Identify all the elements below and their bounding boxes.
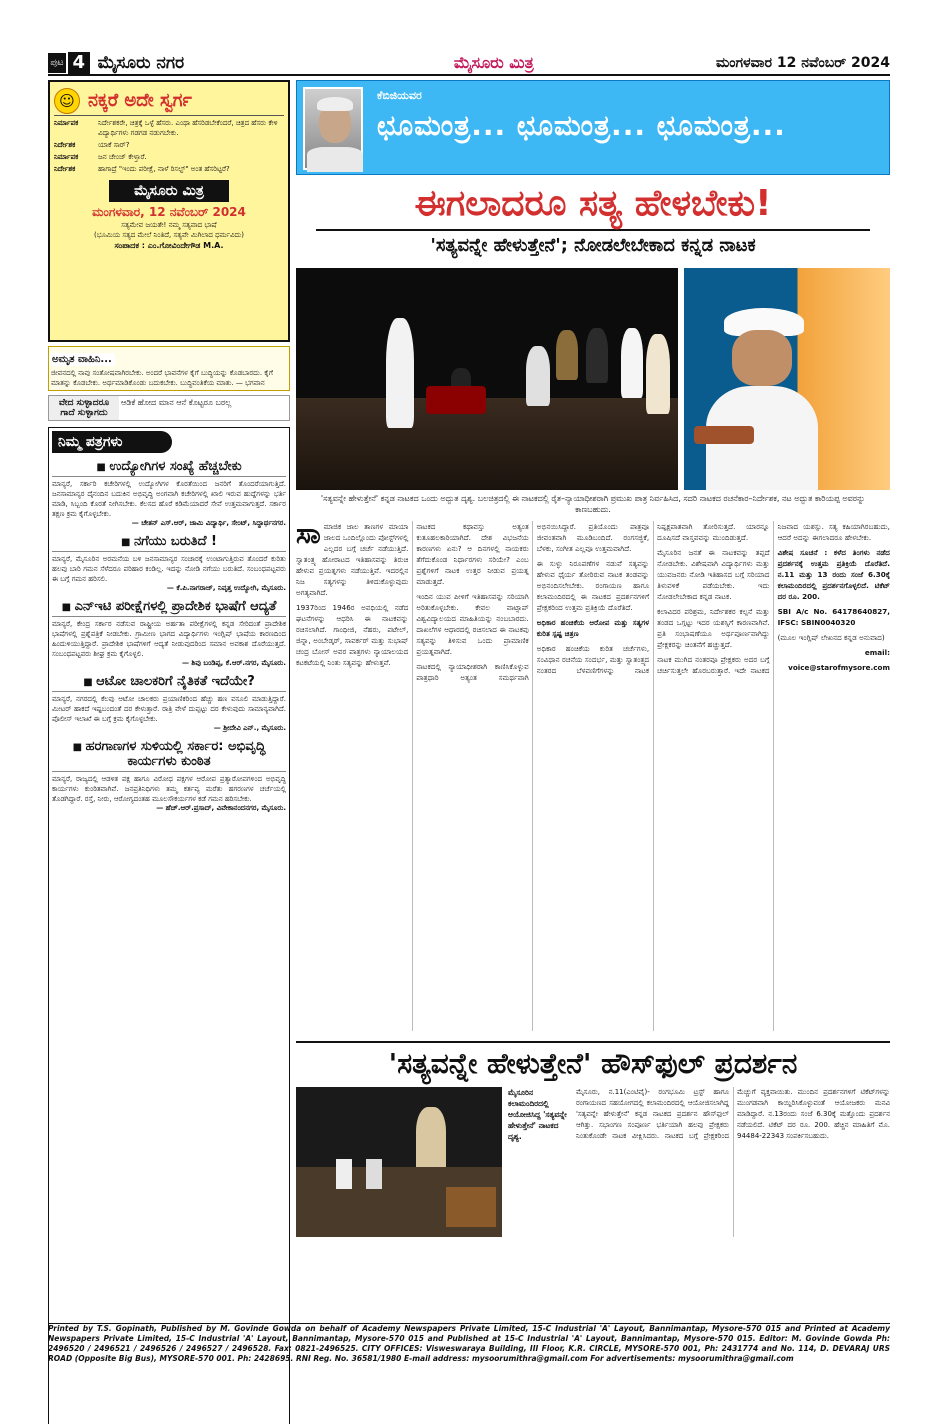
nakkare-title: ನಕ್ಕರೆ ಅದೇ ಸ್ವರ್ಗ — [88, 90, 192, 111]
amrutha-title: ಅಮೃತ ವಾಹಿನಿ... — [49, 353, 115, 366]
letter-title: ■ ಉದ್ಯೋಗಿಗಳ ಸಂಖ್ಯೆ ಹೆಚ್ಚಬೇಕು — [52, 459, 286, 477]
mini-masthead: ಮೈಸೂರು ಮಿತ್ರ — [109, 180, 229, 202]
letter-body: ಮಾನ್ಯರೆ, ಕೇಂದ್ರ ಸರ್ಕಾರ ನಡೆಸುವ ರಾಷ್ಟ್ರೀಯ ಅರ್ಹತಾ ಪರೀಕ್ಷೆಗಳಲ್ಲಿ ಕನ್ನಡ ಸೇರಿದಂತೆ ಪ್ರಾದೇಶಿಕ ಭಾಷೆಗಳಲ್ಲಿ ಪ್ರಶ್ನೆಪತ್ರಿಕೆ ನೀಡಬೇಕು. ಗ್ರಾಮೀಣ ಭಾಗದ ವಿದ್ಯಾರ್ಥಿಗಳು ಇಂಗ್ಲಿಷ್ ಭಾಷೆಯ ಕಾರಣದಿಂದ ಹಿಂದುಳಿಯುತ್ತಿದ್ದಾರೆ. ಪ್ರಾದೇಶಿಕ ಭಾಷೆಗಳಿಗೆ ಆದ್ಯತೆ ನೀಡುವುದರಿಂದ ಸಮಾನ ಅವಕಾಶ ದೊರೆಯುತ್ತದೆ. ಸಂಬಂಧಪಟ್ಟವರು ಶೀಘ್ರ ಕ್ರಮ ಕೈಗೊಳ್ಳಲಿ. — [52, 620, 286, 658]
issue-date: ಮಂಗಳವಾರ 12 ನವೆಂಬರ್ 2024 — [715, 55, 891, 71]
email-address: voice@starofmysore.com — [788, 663, 890, 672]
section-title: ಮೈಸೂರು ನಗರ — [97, 53, 185, 73]
subheadline: 'ಸತ್ಯವನ್ನೇ ಹೇಳುತ್ತೇನೆ'; ನೋಡಲೇಬೇಕಾದ ಕನ್ನಡ ನಾಟಕ — [430, 235, 756, 256]
nakkare-box — [48, 80, 290, 342]
column-byline: ಕೆಬಿಜಿಯವರ — [377, 89, 422, 102]
letters-section — [48, 427, 290, 1424]
letter — [52, 674, 286, 733]
article-paragraph: ಕಲಾವಿದರ ಪರಿಶ್ರಮ, ನಿರ್ದೇಶಕರ ಕಲ್ಪನೆ ಮತ್ತು ತಂಡದ ಒಗ್ಗಟ್ಟು ಇದರ ಯಶಸ್ಸಿಗೆ ಕಾರಣವಾಗಿವೆ. ಪ್ರತಿ ಸಂಭಾಷಣೆಯೂ ಅರ್ಥಪೂರ್ಣವಾಗಿದ್ದು ಪ್ರೇಕ್ಷಕರನ್ನು ಚಿಂತನೆಗೆ ಹಚ್ಚುತ್ತದೆ. — [657, 607, 770, 649]
column-banner — [296, 80, 890, 175]
letter-title: ■ ಎನ್‌ಇಟಿ ಪರೀಕ್ಷೆಗಳಲ್ಲಿ ಪ್ರಾದೇಶಿಕ ಭಾಷೆಗೆ ಆದ್ಯತೆ — [52, 599, 286, 617]
letter-signature: — ಶಿವು ಬಂಡಿಪ್ಪ, ಕೆ.ಆರ್.ನಗರ, ಮೈಸೂರು. — [181, 659, 286, 667]
proverb-text: ಆಡಿಕೆ ಹೋದ ಮಾನ ಆನೆ ಕೊಟ್ಟರೂ ಬರಲ್ಲ — [121, 398, 232, 407]
letter-signature: — ಚೇತನ್ ಎಸ್.ಆರ್, ಜಾಮಿ ವಿದ್ಯಾರ್ಥಿ, ಸೇಂಟ್, ಸಿದ್ಧಾರ್ಥನಗರ. — [131, 519, 286, 527]
director-photo — [684, 268, 890, 490]
letter-body: ಮಾನ್ಯರೆ, ಮೈಸೂರಿನ ಅರಮನೆಯ ಬಳಿ ಜನಸಾಮಾನ್ಯರ ಸಂಚಾರಕ್ಕೆ ಉಂಟಾಗುತ್ತಿರುವ ತೊಂದರೆ ಕುರಿತು ಹಲವು ಬಾರಿ ಗಮನ ಸೆಳೆದರೂ ಪರಿಹಾರ ಕಂಡಿಲ್ಲ. ಇದನ್ನು ನೋಡಿ ನಗೆಯು ಬರುತಿದೆ. ಸಂಬಂಧಪಟ್ಟವರು ಈ ಬಗ್ಗೆ ಗಮನ ಹರಿಸಲಿ. — [52, 555, 286, 583]
feature-panel — [296, 80, 890, 1320]
amrutha-box — [48, 346, 290, 391]
article-body — [296, 517, 890, 1031]
article-paragraph: ನಾಟಕದಲ್ಲಿ ನ್ಯಾಯಾಧೀಶರಾಗಿ ಕಾಣಿಸಿಕೊಳ್ಳುವ ಪಾತ್ರಧಾರಿ ಅತ್ಯಂತ ಸಮರ್ಥವಾಗಿ ಅಭಿನಯಿಸಿದ್ದಾರೆ. ಪ್ರತಿಯೊಂದು ಪಾತ್ರವೂ ಜೀವಂತವಾಗಿ ಮೂಡಿಬಂದಿದೆ. ರಂಗಸಜ್ಜಿಕೆ, ಬೆಳಕು, ಸಂಗೀತ ಎಲ್ಲವೂ ಉತ್ತಮವಾಗಿದೆ. — [416, 522, 650, 682]
drop-cap: ಸಾ — [296, 517, 321, 550]
letter — [52, 739, 286, 813]
letters-heading: ನಿಮ್ಮ ಪತ್ರಗಳು — [52, 431, 172, 453]
letter-title: ■ ಆಟೋ ಚಾಲಕರಿಗೆ ನೈತಿಕತೆ ಇದೆಯೇ? — [52, 674, 286, 692]
main-headline: ಈಗಲಾದರೂ ಸತ್ಯ ಹೇಳಬೇಕು! — [414, 183, 772, 224]
article-paragraph: ಅಧಿಕಾರ ಹಂಚಿಕೆಯ ಕುರಿತ ಚರ್ಚೆಗಳು, ಸಂವಿಧಾನ ರಚನೆಯ ಸಂದರ್ಭ, ಮತ್ತು ಸ್ವಾತಂತ್ರ್ಯದ ನಂತರದ ಬೆಳವಣಿಗೆಗಳನ್ನು ನಾಟಕ ನಿಷ್ಪಕ್ಷಪಾತವಾಗಿ ತೋರಿಸುತ್ತದೆ. ಯಾರನ್ನೂ ದೂಷಿಸದೆ ವಾಸ್ತವವನ್ನು ಮುಂದಿಡುತ್ತದೆ. — [536, 522, 770, 675]
article-paragraph: ಇಂದಿನ ಯುವ ಪೀಳಿಗೆ ಇತಿಹಾಸವನ್ನು ಸರಿಯಾಗಿ ಅರಿತುಕೊಳ್ಳಬೇಕು. ಕೇವಲ ವಾಟ್ಸಾಪ್ ವಿಶ್ವವಿದ್ಯಾಲಯದ ಮಾಹಿತಿಯನ್ನು ನಂಬಬಾರದು. ದಾಖಲೆಗಳ ಆಧಾರದಲ್ಲಿ ರಚಿಸಲಾದ ಈ ನಾಟಕವು ಸತ್ಯವನ್ನು ತಿಳಿಸುವ ಒಂದು ಪ್ರಾಮಾಣಿಕ ಪ್ರಯತ್ನವಾಗಿದೆ. — [416, 592, 529, 656]
left-column — [48, 80, 290, 1424]
stage-photo — [296, 268, 678, 490]
amrutha-body: ಜೀವನದಲ್ಲಿ ನಾವು ಸಂತೋಷವಾಗಿರಬೇಕು. ಅಂದರೆ ಭಾವನೆಗಳ ಕೈಗೆ ಬುದ್ಧಿಯನ್ನು ಕೊಡಬಾರದು. ಕೈಗೆ ಮಾತನ್ನು ಕೊಡಬೇಕು. ಅರ್ಥಮಾಡಿಕೊಂಡು ಬದುಕಬೇಕು. ಬುದ್ಧಿವಂತಿಕೆಯ ಮಾತು. — ಭಗವಾನ — [51, 369, 273, 387]
dialogue-row: ನಿರ್ದೇಶಕ ಯಾಕೆ ಸಾರ್? — [54, 141, 130, 149]
motto-line: (ಭೂಮಿಯ ಸತ್ಯದ ಮೇಲೆ ನಿಂತಿದೆ, ಸತ್ಯವೇ ಮಿಗಿಲಾದ ಧರ್ಮವಿದು) — [94, 231, 244, 239]
imprint-footer: Printed by T.S. Gopinath, Published by M. Govinde Gowda on behalf of Academy Newspapers Private Limited, 15-C Industrial 'A' Layout, Bannimantap, Mysore-570 015 and Printed at Academy Newspapers Private Limited, 15-C Industrial 'A' Layout, Bannimantap, Mysore-570 015 and Published at 15-C Industrial 'A' Layout, Bannimantap, Mysore-570 015. Editor: M. Govinde Gowda Ph: 2496520 / 2496521 / 2496526 / 2496527 / 2496528. Fax: 0821-2496525. CITY OFFICES: Visweswaraya Building, III Floor, K.R. CIRCLE, MYSORE-570 001, Ph: 2431774 and No. 114, D. DEVARAJ URS ROAD (Opposite Big Bus), MYSORE-570 001. Ph: 2428695. RNI Reg. No. 36581/1980 E-mail address: mysoorumithra@gmail.com For advertisements: mysoorumithra@gmail.com — [48, 1324, 890, 1363]
letter-signature: — ಹೆಚ್.ಆರ್.ಪ್ರಸಾದ್, ವಿವೇಕಾನಂದನಗರ, ಮೈಸೂರು. — [156, 804, 286, 812]
page-header — [48, 52, 890, 76]
photo-row — [296, 268, 890, 490]
dialogue-row: ನಿರ್ದೇಶಕ ಹಾಗಾದ್ರೆ "ಇಂದು ಪರೀಕ್ಷೆ, ನಾಳೆ ರಿಸಲ್ಟ್" ಅಂತ ಹೆಸರಿಟ್ಟರೆ? — [54, 165, 230, 173]
housefull-headline: 'ಸತ್ಯವನ್ನೇ ಹೇಳುತ್ತೇನೆ' ಹೌಸ್‌ಫುಲ್ ಪ್ರದರ್ಶನ — [296, 1041, 890, 1081]
ticket-info: ವಿಶೇಷ ಸೂಚನೆ : ಕಳೆದ ತಿಂಗಳು ನಡೆದ ಪ್ರದರ್ಶನಕ್ಕೆ ಉತ್ತಮ ಪ್ರತಿಕ್ರಿಯೆ ದೊರೆತಿದೆ. ನ.11 ಮತ್ತು 13 ರಂದು ಸಂಜೆ 6.30ಕ್ಕೆ ಕಲಾಮಂದಿರದಲ್ಲಿ ಪ್ರದರ್ಶನಗೊಳ್ಳಲಿದೆ. ಟಿಕೆಟ್ ದರ ರೂ. 200. — [777, 548, 890, 601]
bank-info: SBI A/c No. 64178640827, IFSC: SBIN0040320 — [777, 607, 890, 627]
article-paragraph: ನಾಟಕದ ಕಥಾವಸ್ತು ಅತ್ಯಂತ ಕುತೂಹಲಕಾರಿಯಾಗಿದೆ. ದೇಶ ವಿಭಜನೆಯ ಕಾರಣಗಳು ಏನು? ಆ ದಿನಗಳಲ್ಲಿ ನಾಯಕರು ತೆಗೆದುಕೊಂಡ ನಿರ್ಧಾರಗಳು ಸರಿಯೇ? ಎಂಬ ಪ್ರಶ್ನೆಗಳಿಗೆ ನಾಟಕ ಉತ್ತರ ನೀಡುವ ಪ್ರಯತ್ನ ಮಾಡುತ್ತದೆ. — [416, 522, 529, 586]
nakkare-title-row — [54, 86, 284, 116]
mini-date: ಮಂಗಳವಾರ, 12 ನವೆಂಬರ್ 2024 — [92, 205, 246, 219]
theatre-photo — [296, 1087, 502, 1237]
letter-body: ಮಾನ್ಯರೆ, ಸರ್ಕಾರಿ ಕಚೇರಿಗಳಲ್ಲಿ ಉದ್ಯೋಗಿಗಳ ಕೊರತೆಯಿಂದ ಜನರಿಗೆ ತೊಂದರೆಯಾಗುತ್ತಿದೆ. ಜನಸಾಮಾನ್ಯರ ದೈನಂದಿನ ಬದುಕಿನ ಅಭಿವೃದ್ಧಿ ಅಂಗವಾಗಿ ಕಚೇರಿಗಳಲ್ಲಿ ಖಾಲಿ ಇರುವ ಹುದ್ದೆಗಳನ್ನು ಭರ್ತಿ ಮಾಡಿ, ಸಿಬ್ಬಂದಿ ಕೊರತೆ ನೀಗಿಸಬೇಕು. ಕೆಲಸದ ಹೊರೆ ಕಡಿಮೆಯಾದರೆ ಸೇವೆ ಉತ್ತಮವಾಗುತ್ತದೆ. ಸರ್ಕಾರ ತಕ್ಷಣ ಕ್ರಮ ಕೈಗೊಳ್ಳಬೇಕು. — [52, 480, 286, 518]
divider — [316, 229, 870, 231]
dialogue-row: ನಿರ್ಮಾಪಕ ನಿರ್ದೇಶಕರೇ, ಚಿತ್ರಕ್ಕೆ ಒಳ್ಳೆ ಹೆಸರು. ಎಂಥಾ ಹೆಸರಿಡಬೇಕೆಂದರೆ, ಚಿತ್ರದ ಹೆಸರು ಕೇಳಿ ವಿದ್ಯಾರ್ಥಿಗಳು ಗಡಗಡ ನಡುಗಬೇಕು. — [54, 119, 278, 137]
letter-signature: — ಶ್ರೀದೇವಿ ಎನ್., ಮೈಸೂರು. — [213, 724, 286, 732]
letter-title: ■ ನಗೆಯು ಬರುತಿದೆ ! — [52, 534, 286, 552]
page-number: 4 — [68, 52, 90, 74]
housefull-photo-caption: ಮೈಸೂರಿನ ಕಲಾಮಂದಿರದಲ್ಲಿ ಆಯೋಜಿಸಿದ್ದ 'ಸತ್ಯವನ್ನೇ ಹೇಳುತ್ತೇನೆ' ನಾಟಕದ ದೃಶ್ಯ. — [508, 1088, 567, 1141]
article-paragraph: 1937ರಿಂದ 1946ರ ಅವಧಿಯಲ್ಲಿ ನಡೆದ ಘಟನೆಗಳನ್ನು ಆಧರಿಸಿ ಈ ನಾಟಕವನ್ನು ರಚಿಸಲಾಗಿದೆ. ಗಾಂಧೀಜಿ, ನೆಹರು, ಪಟೇಲ್, ಜಿನ್ನಾ, ಅಂಬೇಡ್ಕರ್, ಸಾವರ್ಕರ್ ಮತ್ತು ಸುಭಾಷ್ ಚಂದ್ರ ಬೋಸ್ ಅವರ ಪಾತ್ರಗಳು ನ್ಯಾಯಾಲಯದ ಕಟಕಟೆಯಲ್ಲಿ ನಿಂತು ಸತ್ಯವನ್ನು ಹೇಳುತ್ತವೆ. — [296, 603, 409, 667]
page-label: ಪುಟ — [48, 53, 66, 73]
article-paragraph: ಮೈಸೂರಿನ ಜನತೆ ಈ ನಾಟಕವನ್ನು ತಪ್ಪದೆ ನೋಡಬೇಕು. ವಿಶೇಷವಾಗಿ ವಿದ್ಯಾರ್ಥಿಗಳು ಮತ್ತು ಯುವಜನರು ನೋಡಿ ಇತಿಹಾಸದ ಬಗ್ಗೆ ಸರಿಯಾದ ತಿಳುವಳಿಕೆ ಪಡೆಯಬೇಕು. ಇದು ನೋಡಲೇಬೇಕಾದ ಕನ್ನಡ ನಾಟಕ. — [657, 548, 770, 601]
editor-line: ಸಂಪಾದಕ : ಎಂ.ಗೋವಿಂದೇಗೌಡ M.A. — [114, 241, 224, 250]
nakkare-dialogue — [54, 118, 284, 174]
letter-body: ಮಾನ್ಯರೆ, ರಾಜ್ಯದಲ್ಲಿ ಆಡಳಿತ ಪಕ್ಷ ಹಾಗೂ ವಿರೋಧ ಪಕ್ಷಗಳ ಆರೋಪ ಪ್ರತ್ಯಾರೋಪಗಳಿಂದ ಅಭಿವೃದ್ಧಿ ಕಾರ್ಯಗಳು ಕುಂಠಿತವಾಗಿವೆ. ಜನಪ್ರತಿನಿಧಿಗಳು ತಮ್ಮ ಕರ್ತವ್ಯ ಮರೆತು ಹಗರಣಗಳ ಚರ್ಚೆಯಲ್ಲಿ ತೊಡಗಿದ್ದಾರೆ. ರಸ್ತೆ, ನೀರು, ಆರೋಗ್ಯದಂತಹ ಮೂಲಸೌಕರ್ಯಗಳ ಕಡೆ ಗಮನ ಹರಿಸಬೇಕು. — [52, 775, 286, 803]
letter-signature: — ಕೆ.ಪಿ.ನಾಗರಾಜ್, ನಿವೃತ್ತ ಉದ್ಯೋಗಿ, ಮೈಸೂರು. — [166, 584, 286, 592]
photo-caption: 'ಸತ್ಯವನ್ನೇ ಹೇಳುತ್ತೇನೆ' ಕನ್ನಡ ನಾಟಕದ ಒಂದು ಅದ್ಭುತ ದೃಶ್ಯ. ಬಲಚಿತ್ರದಲ್ಲಿ ಈ ನಾಟಕದಲ್ಲಿ ರೈತ–ನ್ಯಾಯಾಧೀಶರಾಗಿ ಪ್ರಮುಖ ಪಾತ್ರ ನಿರ್ವಹಿಸಿದ, ಸದರಿ ನಾಟಕದ ರಚನೆಕಾರ–ನಿರ್ದೇಶಕ, ನಟ ಅದ್ಭುತ ಕಾರಿಯಪ್ಪ ಅವರನ್ನು ಕಾಣಬಹುದು. — [320, 494, 866, 514]
email-label: email: — [864, 648, 890, 657]
article-paragraph: ನಾಟಕ ಮುಗಿದ ನಂತರವೂ ಪ್ರೇಕ್ಷಕರು ಅದರ ಬಗ್ಗೆ ಚರ್ಚಿಸುತ್ತಲೇ ಹೊರಬರುತ್ತಾರೆ. ಇದೇ ನಾಟಕದ ನಿಜವಾದ ಯಶಸ್ಸು. ಸತ್ಯ ಕಹಿಯಾಗಿರಬಹುದು, ಆದರೆ ಅದನ್ನು ಈಗಲಾದರೂ ಹೇಳಬೇಕು. — [657, 522, 890, 675]
letter-title: ■ ಹರಗಾಣಗಳ ಸುಳಿಯಲ್ಲಿ ಸರ್ಕಾರ: ಅಭಿವೃದ್ಧಿ ಕಾರ್ಯಗಳು ಕುಂಠಿತ — [52, 739, 286, 772]
letter-body: ಮಾನ್ಯರೆ, ನಗರದಲ್ಲಿ ಕೆಲವು ಆಟೋ ಚಾಲಕರು ಪ್ರಯಾಣಿಕರಿಂದ ಹೆಚ್ಚು ಹಣ ವಸೂಲಿ ಮಾಡುತ್ತಿದ್ದಾರೆ. ಮೀಟರ್ ಹಾಕದೆ ಇಷ್ಟಬಂದಂತೆ ದರ ಕೇಳುತ್ತಾರೆ. ರಾತ್ರಿ ವೇಳೆ ದುಪ್ಪಟ್ಟು ದರ ಕೇಳುವುದು ಸಾಮಾನ್ಯವಾಗಿದೆ. ಪೊಲೀಸ್ ಇಲಾಖೆ ಈ ಬಗ್ಗೆ ಕ್ರಮ ಕೈಗೊಳ್ಳಬೇಕು. — [52, 695, 286, 723]
housefull-text: ಮೈಸೂರು, ನ.11(ಎಂಟಿವೈ)- ರಂಗಭೂಮಿ ಟ್ರಸ್ಟ್ ಹಾಗೂ ರಂಗಾಯಣದ ಸಹಯೋಗದಲ್ಲಿ ಕಲಾಮಂದಿರದಲ್ಲಿ ಆಯೋಜಿಸಲಾಗಿದ್ದ 'ಸತ್ಯವನ್ನೇ ಹೇಳುತ್ತೇನೆ' ಕನ್ನಡ ನಾಟಕದ ಪ್ರದರ್ಶನ ಹೌಸ್‌ಫುಲ್ ಆಗಿತ್ತು. ಸಭಾಂಗಣ ಸಂಪೂರ್ಣ ಭರ್ತಿಯಾಗಿ ಹಲವು ಪ್ರೇಕ್ಷಕರು ನಿಂತುಕೊಂಡೇ ನಾಟಕ ವೀಕ್ಷಿಸಿದರು. ನಾಟಕದ ಬಗ್ಗೆ ಪ್ರೇಕ್ಷಕರಿಂದ ಮೆಚ್ಚುಗೆ ವ್ಯಕ್ತವಾಯಿತು. ಮುಂದಿನ ಪ್ರದರ್ಶನಗಳಿಗೆ ಟಿಕೆಟ್‌ಗಳನ್ನು ಮುಂಗಡವಾಗಿ ಕಾಯ್ದಿರಿಸಿಕೊಳ್ಳುವಂತೆ ಆಯೋಜಕರು ಮನವಿ ಮಾಡಿದ್ದಾರೆ. ನ.13ರಂದು ಸಂಜೆ 6.30ಕ್ಕೆ ಮತ್ತೊಂದು ಪ್ರದರ್ಶನ ನಡೆಯಲಿದೆ. ಟಿಕೆಟ್ ದರ ರೂ. 200. ಹೆಚ್ಚಿನ ಮಾಹಿತಿಗೆ ಮೊ. 94484-22343 ಸಂಪರ್ಕಿಸಬಹುದು. — [576, 1088, 890, 1140]
letter — [52, 534, 286, 593]
proverb-box — [48, 395, 290, 421]
proverb-label: ವೇದ ಸುಳ್ಳಾದರೂ ಗಾದೆ ಸುಳ್ಳಾಗದು — [49, 396, 119, 420]
article-paragraph: ಸಾಮಾಜಿಕ ಜಾಲ ತಾಣಗಳ ಮಾಯಾ ಜಾಲದ ಒಂದಿಲ್ಲೊಂದು ಪೋಸ್ಟ್‌ಗಳಲ್ಲಿ ಎಲ್ಲದರ ಬಗ್ಗೆ ಚರ್ಚೆ ನಡೆಯುತ್ತಿದೆ. ಸ್ವಾತಂತ್ರ್ಯ ಹೋರಾಟದ ಇತಿಹಾಸವನ್ನು ತಿರುಚಿ ಹೇಳುವ ಪ್ರಯತ್ನಗಳು ನಡೆಯುತ್ತಿವೆ. ಇದರಲ್ಲಿನ ನಿಜ ಸತ್ಯಗಳನ್ನು ತಿಳಿದುಕೊಳ್ಳುವುದು ಅಗತ್ಯವಾಗಿದೆ. — [296, 517, 409, 597]
columnist-portrait — [303, 87, 363, 170]
column-title: ಛೂಮಂತ್ರ... ಛೂಮಂತ್ರ... ಛೂಮಂತ್ರ... — [377, 109, 786, 142]
dialogue-row: ನಿರ್ಮಾಪಕ ಜನ ಚೇಂಜ್ ಕೇಳ್ತಾರೆ. — [54, 153, 147, 161]
housefull-story — [296, 1087, 890, 1237]
masthead: ಮೈಸೂರು ಮಿತ್ರ — [453, 53, 534, 72]
laughing-face-icon: ☺ — [54, 88, 80, 114]
letter — [52, 459, 286, 528]
translation-note: (ಮೂಲ ಇಂಗ್ಲಿಷ್ ಲೇಖನದ ಕನ್ನಡ ಅನುವಾದ) — [777, 633, 885, 642]
letter — [52, 599, 286, 668]
article-highlight: ಅಧಿಕಾರ ಹಂಚಿಕೆಯ ಆರೋಪ ಮತ್ತು ಸತ್ಯಗಳ ಕುರಿತ ಸ್ಪಷ್ಟ ಚಿತ್ರಣ — [536, 618, 650, 638]
article-paragraph: ಈ ಸುಳ್ಳು ನಿರೂಪಣೆಗಳ ನಡುವೆ ಸತ್ಯವನ್ನು ಹೇಳುವ ಧೈರ್ಯ ತೋರಿರುವ ನಾಟಕ ತಂಡವನ್ನು ಅಭಿನಂದಿಸಲೇಬೇಕು. ರಂಗಾಯಣ ಹಾಗೂ ಕಲಾಮಂದಿರದಲ್ಲಿ ಈ ನಾಟಕದ ಪ್ರದರ್ಶನಗಳಿಗೆ ಪ್ರೇಕ್ಷಕರಿಂದ ಉತ್ತಮ ಪ್ರತಿಕ್ರಿಯೆ ದೊರೆತಿದೆ. — [536, 559, 650, 612]
motto-line: ಸತ್ಯಮೇವ ಜಯತೇ! ನಮ್ಮ ಸತ್ಯವಾದ ಭಾಷೆ — [121, 221, 217, 229]
